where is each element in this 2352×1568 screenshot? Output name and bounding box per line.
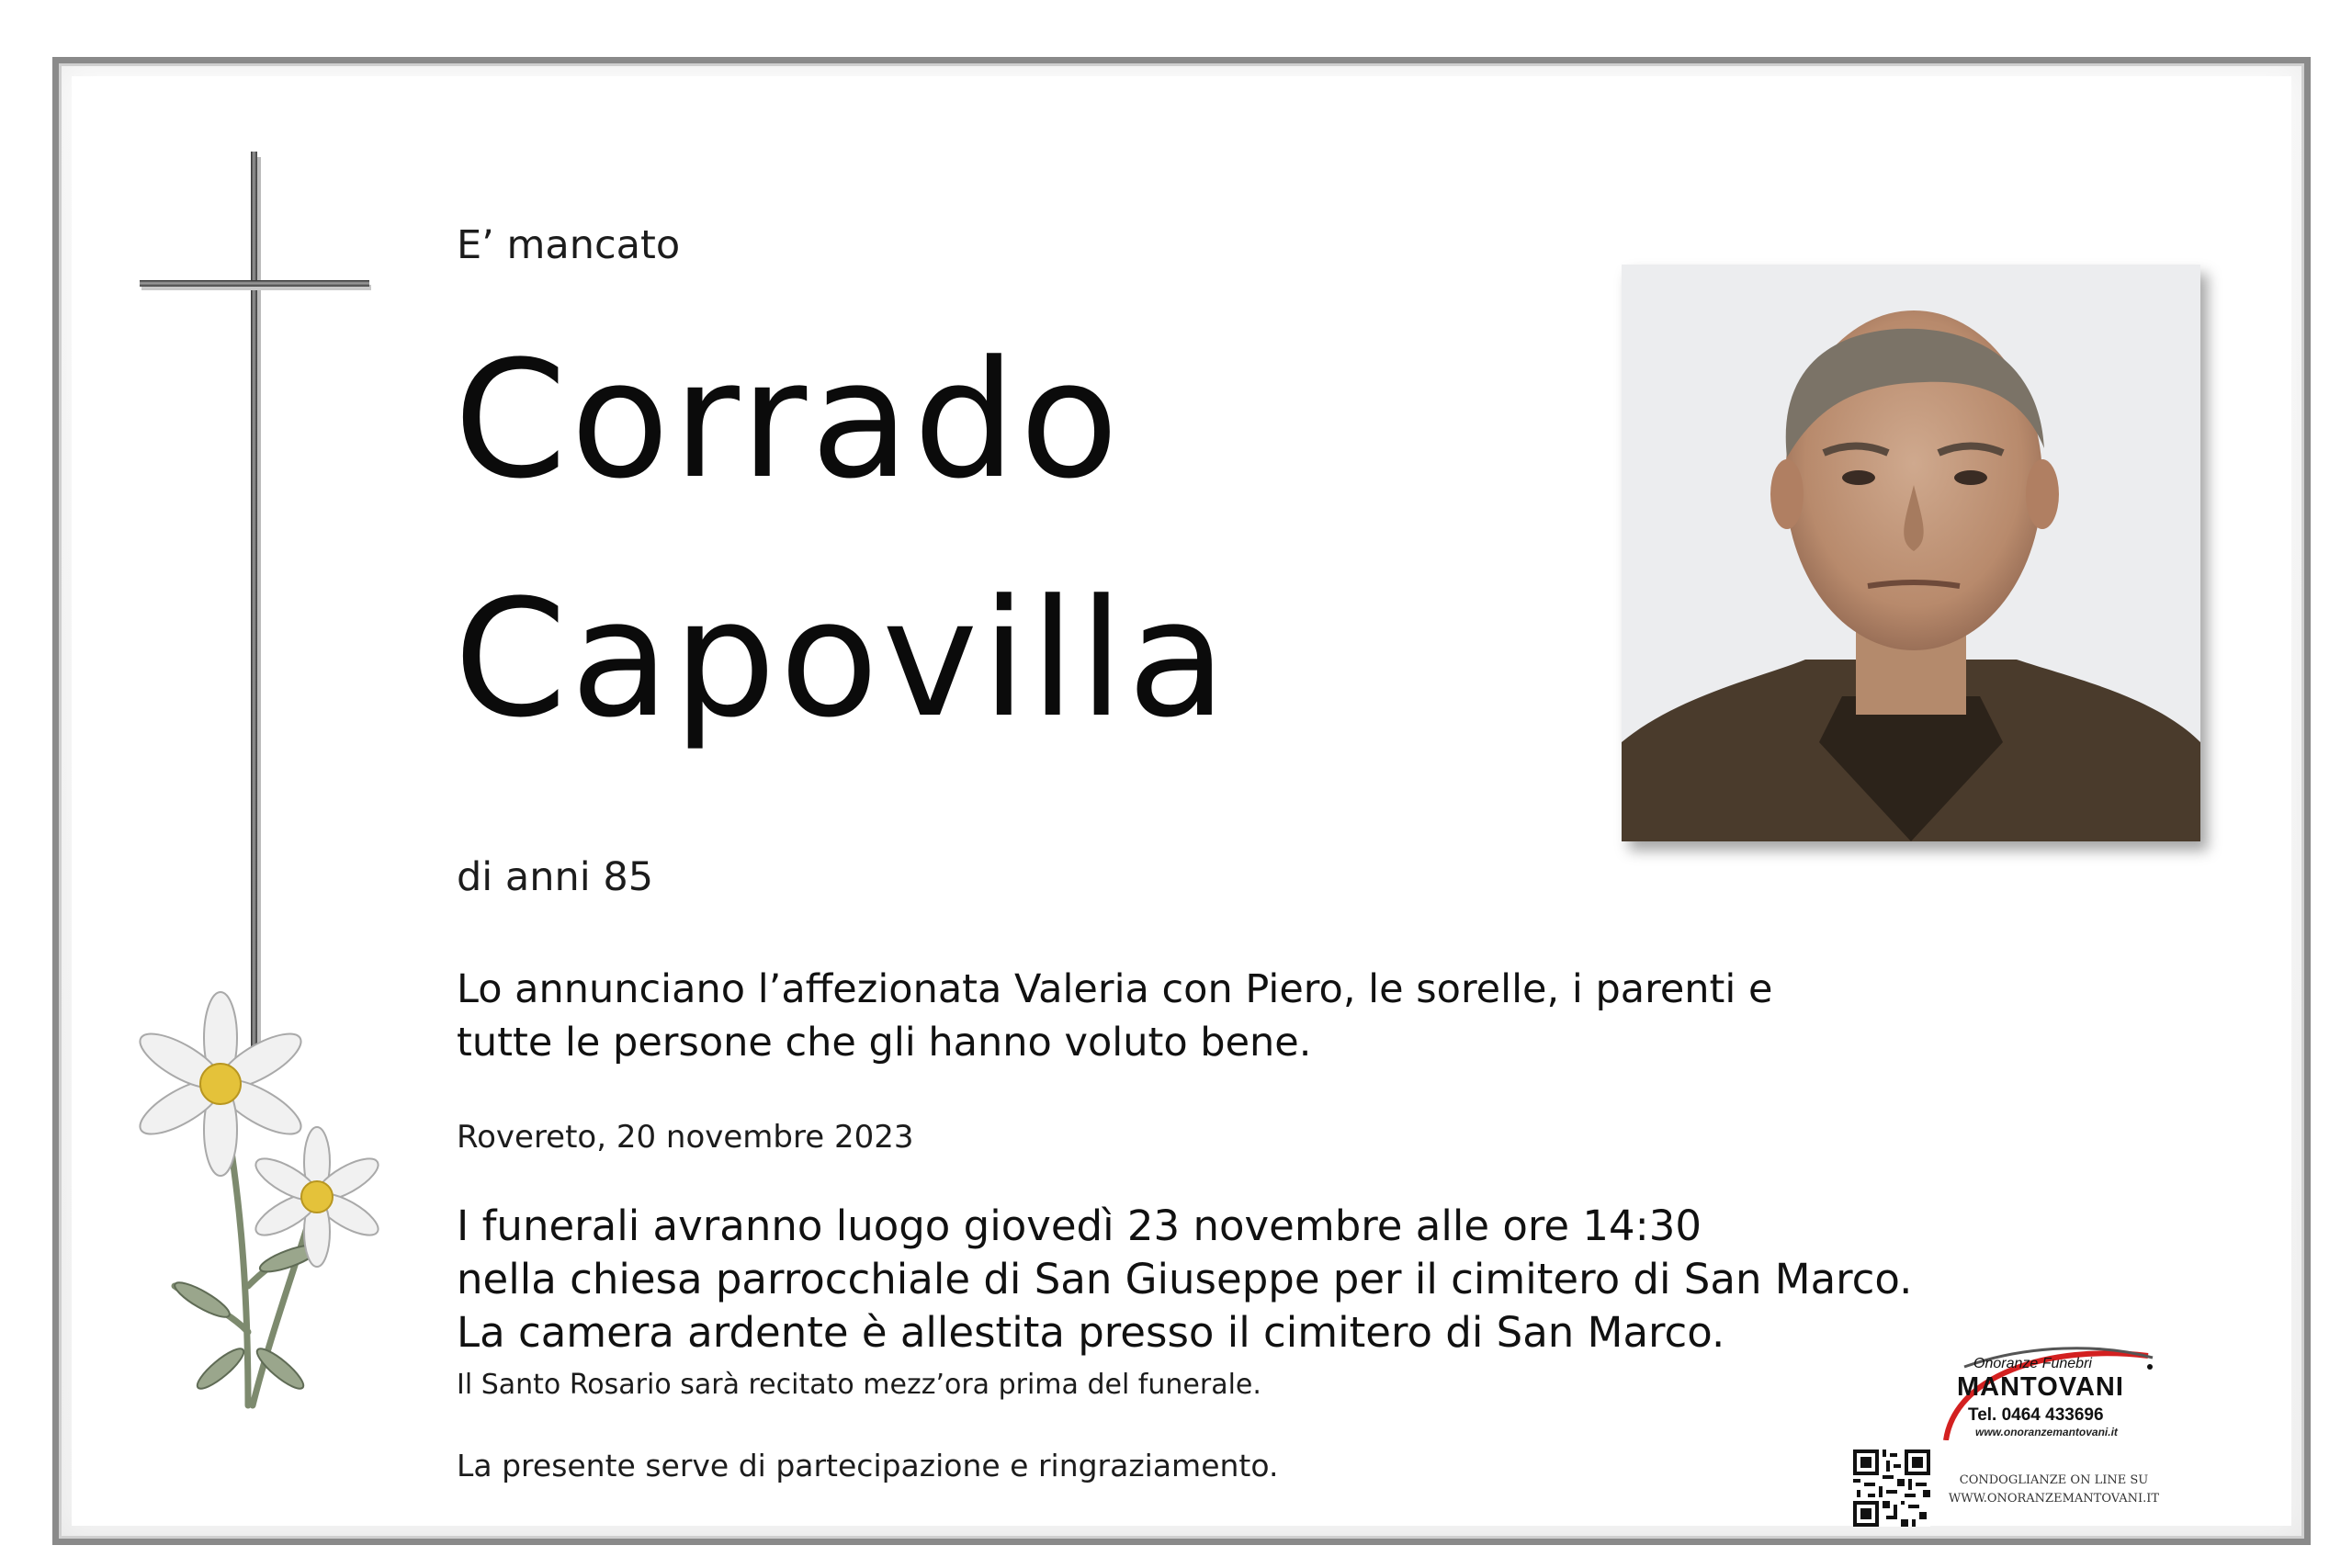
funeral-details	[457, 1200, 1927, 1359]
qr-code-icon[interactable]	[1853, 1450, 1930, 1527]
logo-phone: Tel. 0464 433696	[1968, 1405, 2104, 1425]
logo-name: MANTOVANI	[1957, 1372, 2124, 1402]
closing-text: La presente serve di partecipazione e ringraziamento.	[457, 1448, 1279, 1483]
logo-tagline: Onoranze Funebri	[1973, 1356, 2092, 1371]
intro-text: E’ mancato	[457, 222, 681, 268]
place-date: Rovereto, 20 novembre 2023	[457, 1119, 914, 1156]
first-name: Corrado	[454, 326, 1123, 514]
last-name: Capovilla	[454, 565, 1230, 753]
rosary-text: Il Santo Rosario sarà recitato mezz’ora prima del funerale.	[457, 1369, 1261, 1401]
funeral-line: nella chiesa parrocchiale di San Giuseppe per il cimitero di San Marco.	[457, 1255, 1913, 1303]
funeral-line: I funerali avranno luogo giovedì 23 novembre alle ore 14:30	[457, 1201, 1702, 1250]
age-text: di anni 85	[457, 854, 654, 900]
announcement-text: Lo annunciano l’affezionata Valeria con Piero, le sorelle, i parenti e tutte le persone che gli hanno voluto bene.	[457, 966, 1773, 1066]
cross-icon	[129, 152, 386, 1070]
online-condolences	[1941, 1472, 2166, 1508]
funeral-home-logo	[1937, 1339, 2166, 1440]
logo-website: www.onoranzemantovani.it	[1975, 1426, 2118, 1438]
condolences-label: CONDOGLIANZE ON LINE SU	[1959, 1473, 2149, 1487]
edelweiss-icon	[110, 983, 404, 1424]
portrait-photo	[1622, 265, 2200, 841]
funeral-line: La camera ardente è allestita presso il cimitero di San Marco.	[457, 1308, 1725, 1357]
condolences-url[interactable]: WWW.ONORANZEMANTOVANI.IT	[1948, 1492, 2160, 1506]
